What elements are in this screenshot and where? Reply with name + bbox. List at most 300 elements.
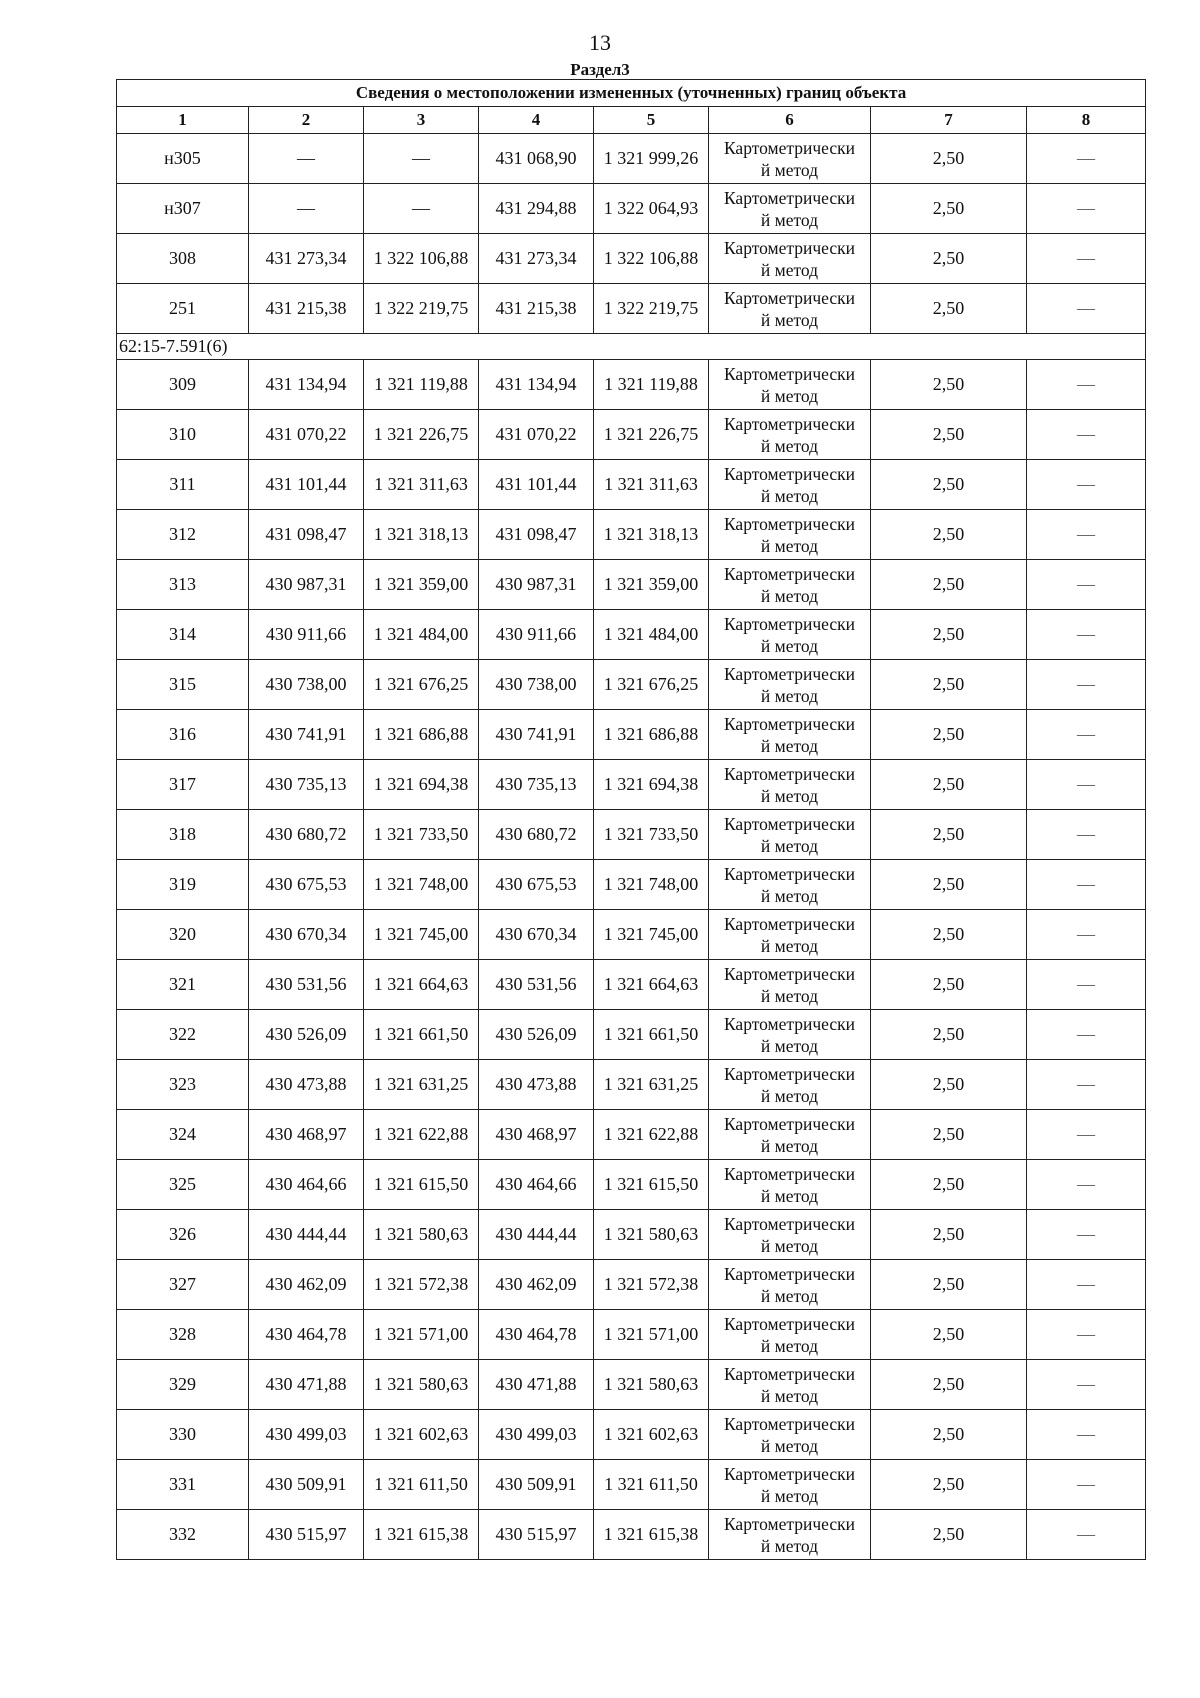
cell-col8: —	[1027, 760, 1146, 810]
table-caption: Сведения о местоположении измененных (уточненных) границ объекта	[117, 80, 1146, 107]
cell-point: 313	[117, 560, 249, 610]
cell-col8: —	[1027, 660, 1146, 710]
cell-col8: —	[1027, 810, 1146, 860]
cell-y-new: 1 321 602,63	[594, 1410, 709, 1460]
cell-y-new: 1 321 119,88	[594, 360, 709, 410]
cell-x-old: 430 499,03	[249, 1410, 364, 1460]
cell-point: 322	[117, 1010, 249, 1060]
cell-x-new: 431 215,38	[479, 284, 594, 334]
cell-y-new: 1 321 733,50	[594, 810, 709, 860]
cell-col8: —	[1027, 960, 1146, 1010]
cell-point: 312	[117, 510, 249, 560]
cell-point: 309	[117, 360, 249, 410]
cell-point: 314	[117, 610, 249, 660]
cell-method	[709, 1010, 871, 1060]
table-row	[117, 1110, 1146, 1160]
method-line2: й метод	[760, 309, 819, 330]
cell-col8: —	[1027, 1310, 1146, 1360]
cell-y-old: 1 321 611,50	[364, 1460, 479, 1510]
cell-y-old: 1 321 226,75	[364, 410, 479, 460]
cell-method	[709, 560, 871, 610]
table-row	[117, 710, 1146, 760]
cell-y-old: —	[364, 184, 479, 234]
cell-y-old: 1 321 615,50	[364, 1160, 479, 1210]
column-number: 6	[709, 107, 871, 134]
cell-method	[709, 1110, 871, 1160]
cell-y-new: 1 321 615,38	[594, 1510, 709, 1560]
cell-x-old: 430 509,91	[249, 1460, 364, 1510]
cell-col8: —	[1027, 184, 1146, 234]
cell-x-old: 430 911,66	[249, 610, 364, 660]
cell-x-old: 430 515,97	[249, 1510, 364, 1560]
method-line2: й метод	[760, 259, 819, 280]
cell-y-old: 1 321 580,63	[364, 1210, 479, 1260]
cell-col8: —	[1027, 1160, 1146, 1210]
cell-x-old: 430 531,56	[249, 960, 364, 1010]
table-row	[117, 184, 1146, 234]
cell-col8: —	[1027, 1260, 1146, 1310]
cell-y-old: 1 321 748,00	[364, 860, 479, 910]
cell-col8: —	[1027, 460, 1146, 510]
cell-point: 332	[117, 1510, 249, 1560]
cell-accuracy: 2,50	[871, 660, 1027, 710]
cell-method	[709, 660, 871, 710]
cell-method	[709, 234, 871, 284]
cell-point: 331	[117, 1460, 249, 1510]
cell-y-new: 1 321 622,88	[594, 1110, 709, 1160]
cell-method	[709, 1510, 871, 1560]
cell-point: 308	[117, 234, 249, 284]
cell-y-new: 1 321 745,00	[594, 910, 709, 960]
table-row	[117, 284, 1146, 334]
cell-x-old: —	[249, 184, 364, 234]
method-line1: Картометрически	[723, 1463, 856, 1484]
cell-x-new: 430 680,72	[479, 810, 594, 860]
cell-col8: —	[1027, 360, 1146, 410]
cell-method	[709, 710, 871, 760]
cell-method	[709, 184, 871, 234]
cell-x-old: 430 468,97	[249, 1110, 364, 1160]
method-line2: й метод	[760, 885, 819, 906]
cell-method	[709, 1310, 871, 1360]
cell-x-new: 430 987,31	[479, 560, 594, 610]
cell-y-old: 1 321 615,38	[364, 1510, 479, 1560]
cell-method	[709, 1410, 871, 1460]
cell-method	[709, 410, 871, 460]
cell-point: 330	[117, 1410, 249, 1460]
method-line1: Картометрически	[723, 463, 856, 484]
cell-point: 317	[117, 760, 249, 810]
cell-x-new: 431 070,22	[479, 410, 594, 460]
cell-accuracy: 2,50	[871, 1310, 1027, 1360]
cell-point: 316	[117, 710, 249, 760]
method-line1: Картометрически	[723, 1113, 856, 1134]
method-line1: Картометрически	[723, 287, 856, 308]
cell-x-new: 430 515,97	[479, 1510, 594, 1560]
cell-x-old: 430 735,13	[249, 760, 364, 810]
cell-accuracy: 2,50	[871, 560, 1027, 610]
cell-method	[709, 1160, 871, 1210]
cell-point: 311	[117, 460, 249, 510]
table-body	[117, 134, 1146, 1560]
cell-y-new: 1 321 999,26	[594, 134, 709, 184]
page-number: 13	[589, 30, 611, 55]
cell-x-new: 430 464,78	[479, 1310, 594, 1360]
cell-accuracy: 2,50	[871, 1110, 1027, 1160]
cell-y-old: 1 321 664,63	[364, 960, 479, 1010]
cell-x-new: 430 526,09	[479, 1010, 594, 1060]
cell-method	[709, 460, 871, 510]
cell-col8: —	[1027, 1110, 1146, 1160]
cell-accuracy: 2,50	[871, 1460, 1027, 1510]
column-number: 8	[1027, 107, 1146, 134]
table-row	[117, 560, 1146, 610]
method-line2: й метод	[760, 835, 819, 856]
cell-y-old: 1 321 686,88	[364, 710, 479, 760]
cell-accuracy: 2,50	[871, 1410, 1027, 1460]
cell-accuracy: 2,50	[871, 1510, 1027, 1560]
table-row	[117, 910, 1146, 960]
cell-col8: —	[1027, 134, 1146, 184]
cell-accuracy: 2,50	[871, 960, 1027, 1010]
table-row	[117, 134, 1146, 184]
cell-point: 327	[117, 1260, 249, 1310]
column-number: 5	[594, 107, 709, 134]
cell-x-new: 431 273,34	[479, 234, 594, 284]
method-line2: й метод	[760, 1035, 819, 1056]
cell-method	[709, 1210, 871, 1260]
cell-y-old: 1 321 602,63	[364, 1410, 479, 1460]
cell-x-old: 430 473,88	[249, 1060, 364, 1110]
method-line2: й метод	[760, 635, 819, 656]
cell-method	[709, 610, 871, 660]
table-row	[117, 1310, 1146, 1360]
method-line2: й метод	[760, 1185, 819, 1206]
cell-method	[709, 284, 871, 334]
method-line1: Картометрически	[723, 137, 856, 158]
cell-y-old: 1 321 733,50	[364, 810, 479, 860]
cell-col8: —	[1027, 910, 1146, 960]
cell-x-old: 430 738,00	[249, 660, 364, 710]
cell-x-new: 430 531,56	[479, 960, 594, 1010]
cell-x-old: 431 070,22	[249, 410, 364, 460]
cell-y-old: 1 321 661,50	[364, 1010, 479, 1060]
cell-col8: —	[1027, 1060, 1146, 1110]
column-number: 4	[479, 107, 594, 134]
cell-x-old: 431 098,47	[249, 510, 364, 560]
cell-accuracy: 2,50	[871, 1010, 1027, 1060]
cell-x-old: 430 462,09	[249, 1260, 364, 1310]
cell-y-new: 1 321 484,00	[594, 610, 709, 660]
cell-x-new: 430 911,66	[479, 610, 594, 660]
table-row	[117, 860, 1146, 910]
cell-x-new: 430 444,44	[479, 1210, 594, 1260]
cell-y-old: 1 321 745,00	[364, 910, 479, 960]
method-line2: й метод	[760, 985, 819, 1006]
cell-method	[709, 910, 871, 960]
cell-x-new: 431 134,94	[479, 360, 594, 410]
table-row	[117, 1160, 1146, 1210]
method-line2: й метод	[760, 785, 819, 806]
cell-y-new: 1 322 064,93	[594, 184, 709, 234]
cell-y-new: 1 321 631,25	[594, 1060, 709, 1110]
method-line2: й метод	[760, 1335, 819, 1356]
cell-col8: —	[1027, 510, 1146, 560]
cell-y-old: 1 321 676,25	[364, 660, 479, 710]
cell-x-new: 430 670,34	[479, 910, 594, 960]
cell-y-old: 1 321 694,38	[364, 760, 479, 810]
cell-col8: —	[1027, 1360, 1146, 1410]
cell-x-new: 430 741,91	[479, 710, 594, 760]
cell-point: 324	[117, 1110, 249, 1160]
method-line2: й метод	[760, 935, 819, 956]
cell-col8: —	[1027, 610, 1146, 660]
cell-x-old: 430 670,34	[249, 910, 364, 960]
section-label: Раздел3	[570, 60, 630, 79]
group-label: 62:15-7.591(6)	[117, 334, 1146, 360]
method-line2: й метод	[760, 485, 819, 506]
cell-x-new: 431 101,44	[479, 460, 594, 510]
table-row	[117, 1060, 1146, 1110]
cell-accuracy: 2,50	[871, 610, 1027, 660]
method-line1: Картометрически	[723, 813, 856, 834]
method-line2: й метод	[760, 1285, 819, 1306]
method-line1: Картометрически	[723, 1013, 856, 1034]
cell-point: н307	[117, 184, 249, 234]
method-line2: й метод	[760, 735, 819, 756]
cell-point: 325	[117, 1160, 249, 1210]
cell-col8: —	[1027, 234, 1146, 284]
table-row	[117, 234, 1146, 284]
method-line1: Картометрически	[723, 1413, 856, 1434]
cell-y-new: 1 321 311,63	[594, 460, 709, 510]
cell-y-new: 1 321 580,63	[594, 1210, 709, 1260]
cell-method	[709, 860, 871, 910]
cell-y-old: 1 321 359,00	[364, 560, 479, 610]
table-row	[117, 1360, 1146, 1410]
cell-accuracy: 2,50	[871, 460, 1027, 510]
cell-y-new: 1 321 748,00	[594, 860, 709, 910]
cell-x-new: 430 468,97	[479, 1110, 594, 1160]
cell-col8: —	[1027, 410, 1146, 460]
method-line2: й метод	[760, 585, 819, 606]
method-line1: Картометрически	[723, 1063, 856, 1084]
method-line1: Картометрически	[723, 863, 856, 884]
method-line1: Картометрически	[723, 913, 856, 934]
cell-y-new: 1 321 676,25	[594, 660, 709, 710]
table-row	[117, 660, 1146, 710]
cell-x-old: 430 471,88	[249, 1360, 364, 1410]
cell-y-new: 1 321 318,13	[594, 510, 709, 560]
cell-x-new: 430 462,09	[479, 1260, 594, 1310]
table-row	[117, 1410, 1146, 1460]
cell-col8: —	[1027, 284, 1146, 334]
cell-col8: —	[1027, 1510, 1146, 1560]
cell-y-new: 1 322 219,75	[594, 284, 709, 334]
cell-point: 251	[117, 284, 249, 334]
method-line1: Картометрически	[723, 1163, 856, 1184]
table-row	[117, 460, 1146, 510]
cell-y-old: 1 321 571,00	[364, 1310, 479, 1360]
method-line1: Картометрически	[723, 513, 856, 534]
method-line2: й метод	[760, 159, 819, 180]
cell-x-new: 430 738,00	[479, 660, 594, 710]
cell-y-old: 1 321 311,63	[364, 460, 479, 510]
method-line1: Картометрически	[723, 663, 856, 684]
cell-x-old: 430 675,53	[249, 860, 364, 910]
cell-col8: —	[1027, 1010, 1146, 1060]
cell-y-new: 1 321 615,50	[594, 1160, 709, 1210]
cell-point: 310	[117, 410, 249, 460]
cell-x-old: 431 215,38	[249, 284, 364, 334]
column-number: 2	[249, 107, 364, 134]
table-row	[117, 1010, 1146, 1060]
cell-x-new: 430 473,88	[479, 1060, 594, 1110]
table-row	[117, 810, 1146, 860]
cell-accuracy: 2,50	[871, 1360, 1027, 1410]
cell-x-old: 430 680,72	[249, 810, 364, 860]
cell-point: 323	[117, 1060, 249, 1110]
method-line2: й метод	[760, 685, 819, 706]
cell-method	[709, 1060, 871, 1110]
method-line1: Картометрически	[723, 1213, 856, 1234]
cell-y-new: 1 321 572,38	[594, 1260, 709, 1310]
cell-x-new: 431 068,90	[479, 134, 594, 184]
method-line1: Картометрически	[723, 363, 856, 384]
method-line2: й метод	[760, 1485, 819, 1506]
cell-accuracy: 2,50	[871, 710, 1027, 760]
cell-point: 315	[117, 660, 249, 710]
cell-y-old: 1 321 580,63	[364, 1360, 479, 1410]
cell-x-new: 430 471,88	[479, 1360, 594, 1410]
method-line1: Картометрически	[723, 237, 856, 258]
cell-accuracy: 2,50	[871, 184, 1027, 234]
cell-x-old: 431 134,94	[249, 360, 364, 410]
cell-y-new: 1 321 686,88	[594, 710, 709, 760]
cell-x-new: 430 464,66	[479, 1160, 594, 1210]
cell-method	[709, 760, 871, 810]
cell-y-new: 1 321 580,63	[594, 1360, 709, 1410]
cell-x-old: 430 444,44	[249, 1210, 364, 1260]
cell-y-old: 1 321 119,88	[364, 360, 479, 410]
method-line2: й метод	[760, 1385, 819, 1406]
method-line2: й метод	[760, 1085, 819, 1106]
cell-x-new: 430 509,91	[479, 1460, 594, 1510]
cell-x-new: 430 675,53	[479, 860, 594, 910]
cell-method	[709, 360, 871, 410]
cell-point: 319	[117, 860, 249, 910]
cell-col8: —	[1027, 860, 1146, 910]
column-number: 3	[364, 107, 479, 134]
cell-accuracy: 2,50	[871, 1060, 1027, 1110]
cell-method	[709, 960, 871, 1010]
cell-method	[709, 510, 871, 560]
method-line2: й метод	[760, 1535, 819, 1556]
method-line2: й метод	[760, 1135, 819, 1156]
cell-accuracy: 2,50	[871, 360, 1027, 410]
cell-method	[709, 810, 871, 860]
method-line1: Картометрически	[723, 563, 856, 584]
cell-point: 318	[117, 810, 249, 860]
cell-y-old: 1 321 631,25	[364, 1060, 479, 1110]
group-row	[117, 334, 1146, 360]
column-number: 7	[871, 107, 1027, 134]
cell-point: 328	[117, 1310, 249, 1360]
cell-point: 321	[117, 960, 249, 1010]
cell-y-old: 1 322 219,75	[364, 284, 479, 334]
cell-x-old: 430 987,31	[249, 560, 364, 610]
cell-x-old: 431 273,34	[249, 234, 364, 284]
column-number: 1	[117, 107, 249, 134]
method-line2: й метод	[760, 1235, 819, 1256]
method-line1: Картометрически	[723, 763, 856, 784]
cell-method	[709, 1460, 871, 1510]
method-line2: й метод	[760, 385, 819, 406]
method-line2: й метод	[760, 435, 819, 456]
table-row	[117, 1460, 1146, 1510]
cell-y-new: 1 321 664,63	[594, 960, 709, 1010]
cell-point: н305	[117, 134, 249, 184]
table-row	[117, 960, 1146, 1010]
cell-accuracy: 2,50	[871, 1260, 1027, 1310]
cell-method	[709, 1260, 871, 1310]
method-line1: Картометрически	[723, 713, 856, 734]
table-row	[117, 410, 1146, 460]
cell-accuracy: 2,50	[871, 760, 1027, 810]
cell-x-old: 430 464,66	[249, 1160, 364, 1210]
table-row	[117, 760, 1146, 810]
cell-y-new: 1 321 359,00	[594, 560, 709, 610]
table-row	[117, 360, 1146, 410]
cell-col8: —	[1027, 1210, 1146, 1260]
method-line1: Картометрически	[723, 1363, 856, 1384]
method-line1: Картометрически	[723, 187, 856, 208]
cell-method	[709, 134, 871, 184]
cell-accuracy: 2,50	[871, 860, 1027, 910]
cell-x-new: 431 098,47	[479, 510, 594, 560]
cell-accuracy: 2,50	[871, 284, 1027, 334]
cell-x-new: 430 499,03	[479, 1410, 594, 1460]
table-row	[117, 1510, 1146, 1560]
cell-y-old: 1 321 484,00	[364, 610, 479, 660]
method-line2: й метод	[760, 209, 819, 230]
cell-accuracy: 2,50	[871, 1210, 1027, 1260]
cell-x-old: 430 464,78	[249, 1310, 364, 1360]
cell-x-old: —	[249, 134, 364, 184]
cell-y-new: 1 321 611,50	[594, 1460, 709, 1510]
cell-y-old: —	[364, 134, 479, 184]
cell-y-old: 1 321 318,13	[364, 510, 479, 560]
cell-y-new: 1 321 571,00	[594, 1310, 709, 1360]
cell-accuracy: 2,50	[871, 510, 1027, 560]
table-row	[117, 1210, 1146, 1260]
cell-y-old: 1 321 622,88	[364, 1110, 479, 1160]
cell-point: 320	[117, 910, 249, 960]
cell-point: 326	[117, 1210, 249, 1260]
column-number-row	[117, 107, 1146, 134]
method-line1: Картометрически	[723, 613, 856, 634]
cell-point: 329	[117, 1360, 249, 1410]
cell-col8: —	[1027, 560, 1146, 610]
method-line1: Картометрически	[723, 413, 856, 434]
cell-col8: —	[1027, 1410, 1146, 1460]
method-line2: й метод	[760, 1435, 819, 1456]
cell-accuracy: 2,50	[871, 810, 1027, 860]
cell-x-old: 431 101,44	[249, 460, 364, 510]
cell-x-old: 430 741,91	[249, 710, 364, 760]
cell-y-old: 1 322 106,88	[364, 234, 479, 284]
cell-accuracy: 2,50	[871, 410, 1027, 460]
